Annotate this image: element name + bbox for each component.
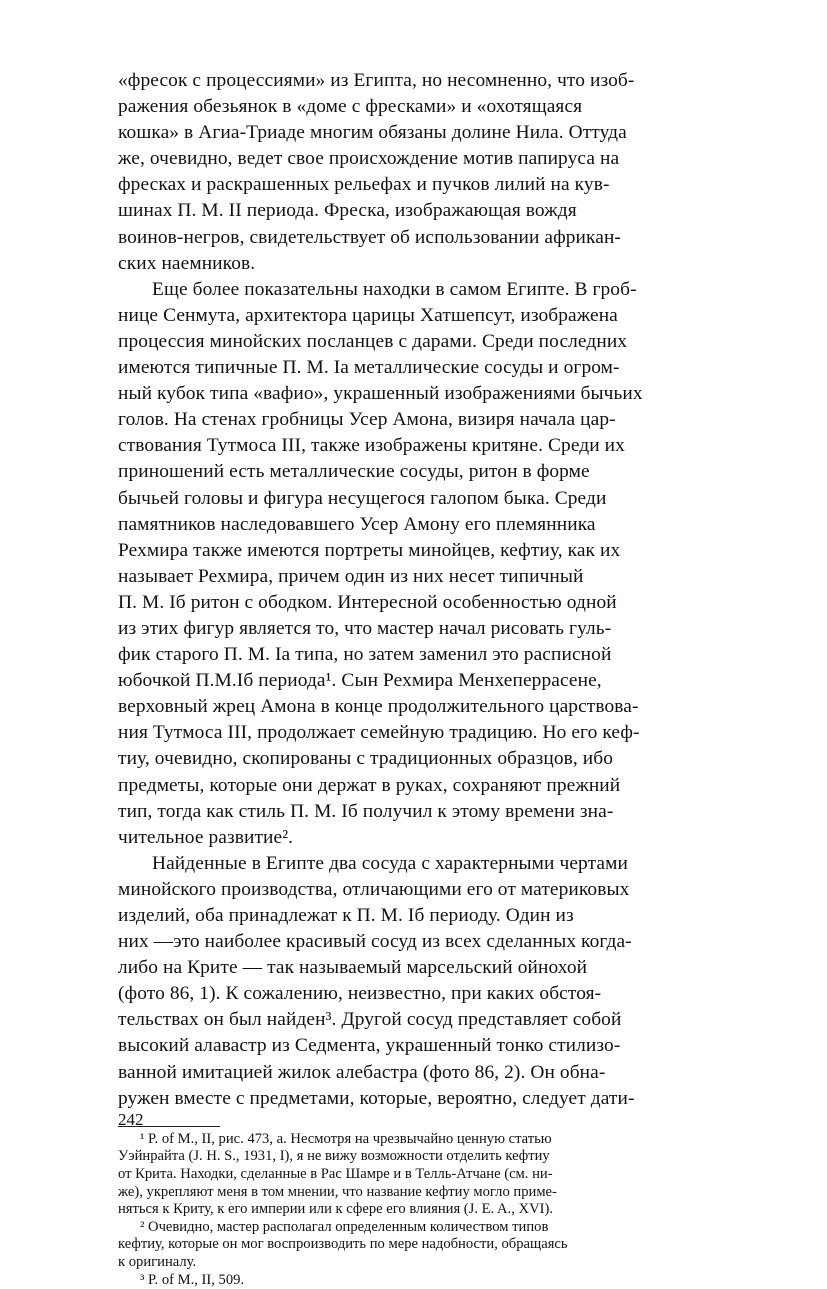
footnote-1: ¹ P. of M., II, рис. 473, а. Несмотря на чрезвычайно ценную статью Уэйнрайта (J. H. S., 1931, I), я не вижу возможности отделить кефтиу от Крита. Находки, сделанные в Рас Шамре и в Телль-Атчане (см. ни- же), укрепляют меня в том мнении, что название кефтиу могло приме- няться к Криту, к его империи или к сфере его влияния (J. E. A., XVI). (118, 1131, 734, 1219)
paragraph-3: Найденные в Египте два сосуда с характерными чертами минойского производства, отличающими его от материковых изделий, оба принадлежат к П. М. Iб периоду. Один из них —это наиболее красивый сосуд из всех сделанных когда- либо на Крите — так называемый марсельский ойнохой (фото 86, 1). К сожалению, неизвестно, при каких обстоя- тельствах он был найден³. Другой сосуд представляет собой высокий алавастр из Седмента, украшенный тонко стилизо- ванной имитацией жилок алебастра (фото 86, 2). Он обна- ружен вместе с предметами, которые, вероятно, следует дати- (118, 851, 734, 1112)
paragraph-2: Еще более показательны находки в самом Египте. В гроб- нице Сенмута, архитектора царицы Хатшепсут, изображена процессия минойских посланцев с дарами. Среди последних имеются типичные П. М. Iа металлические сосуды и огром- ный кубок типа «вафио», украшенный изображениями бычьих голов. На стенах гробницы Усер Амона, визиря начала цар- ствования Тутмоса III, также изображены критяне. Среди их приношений есть металлические сосуды, ритон в форме бычьей головы и фигура несущегося галопом быка. Среди памятников наследовавшего Усер Амону его племянника Рехмира также имеются портреты минойцев, кефтиу, как их называет Рехмира, причем один из них несет типичный П. М. Iб ритон с ободком. Интересной особенностью одной из этих фигур является то, что мастер начал рисовать гуль- фик старого П. М. Iа типа, но затем заменил это расписной юбочкой П.М.Iб периода¹. Сын Рехмира Менхеперрасене, верховный жрец Амона в конце продолжительного царствова- ния Тутмоса III, продолжает семейную традицию. Но его кеф- тиу, очевидно, скопированы с традиционных образцов, ибо предметы, которые они держат в руках, сохраняют прежний тип, тогда как стиль П. М. Iб получил к этому времени зна- чительное развитие². (118, 277, 734, 851)
page-number: 242 (118, 1110, 144, 1130)
footnote-2: ² Очевидно, мастер располагал определенным количеством типов кефтиу, которые он мог воспроизводить по мере надобности, обращаясь к оригиналу. (118, 1219, 734, 1272)
paragraph-1: «фресок с процессиями» из Египта, но несомненно, что изоб- ражения обезьянок в «доме с фресками» и «охотящаяся кошка» в Агиа-Триаде многим обязаны долине Нила. Оттуда же, очевидно, ведет свое происхождение мотив папируса на фресках и раскрашенных рельефах и пучков лилий на кув- шинах П. М. II периода. Фреска, изображающая вождя воинов-негров, свидетельствует об использовании африкан- ских наемников. (118, 68, 734, 277)
footnote-3: ³ P. of M., II, 509. (118, 1272, 734, 1289)
page-body (118, 68, 734, 1289)
